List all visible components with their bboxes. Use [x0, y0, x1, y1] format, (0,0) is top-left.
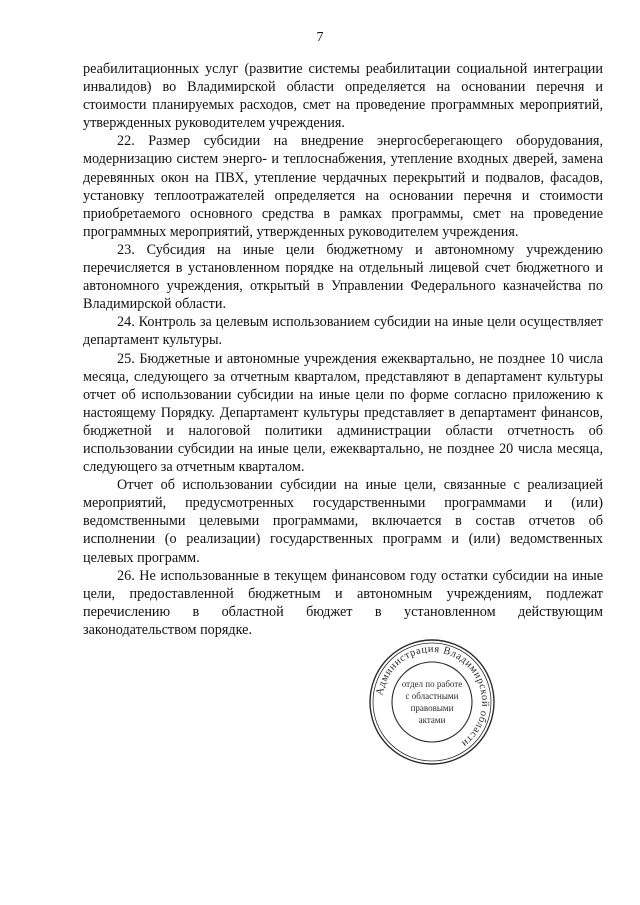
official-stamp	[368, 638, 496, 766]
paragraph-22: 22. Размер субсидии на внедрение энергосберегающего оборудования, модернизацию систем энерго- и теплоснабжения, утепление входных дверей, замена деревянных окон на ПВХ, утепление чердачных перекрытий и подвалов, фасадов, установку теплоотражателей определяется на основании перечня и стоимости приобретаемого основного средства в рамках программы, смет на проведение программных мероприятий, утвержденных руководителем учреждения.	[83, 133, 603, 240]
stamp-ring-text: Администрация Владимирской области	[374, 643, 491, 750]
paragraph-report: Отчет об использовании субсидии на иные цели, связанные с реализацией мероприятий, предусмотренных государственными программами и (или) ведомственными целевыми программами, включается в состав отчетов об исполнении (о реализации) государственных программ и (или) ведомственных целевых программ.	[83, 477, 603, 566]
stamp-line-4: актами	[418, 715, 446, 725]
stamp-seal-graphic	[368, 638, 496, 766]
stamp-line-3: правовыми	[410, 703, 454, 713]
stamp-line-1: отдел по работе	[401, 679, 463, 689]
paragraph-25: 25. Бюджетные и автономные учреждения ежеквартально, не позднее 10 числа месяца, следующего за отчетным кварталом, представляют в департамент культуры отчет об использовании субсидии на иные цели по форме согласно приложению к настоящему Порядку. Департамент культуры представляет в департамент финансов, бюджетной и налоговой политики администрации области отчетность об использовании субсидии на иные цели, ежеквартально, не позднее 20 числа месяца, следующего за отчетным кварталом.	[83, 350, 603, 476]
stamp-line-2: с областными	[405, 691, 459, 701]
page-number: 7	[316, 30, 324, 45]
paragraph-continuation: реабилитационных услуг (развитие системы реабилитации социальной интеграции инвалидов) во Владимирской области определяется на основании перечня и стоимости планируемых расходов, смет на проведение программных мероприятий, утвержденных руководителем учреждения.	[83, 61, 603, 132]
paragraph-26: 26. Не использованные в текущем финансовом году остатки субсидии на иные цели, предоставленной бюджетным и автономным учреждениям, подлежат перечислению в областной бюджет в установленном действующим законодательством порядке.	[83, 567, 603, 638]
document-body	[83, 60, 603, 639]
paragraph-23: 23. Субсидия на иные цели бюджетному и автономному учреждению перечисляется в установленном порядке на отдельный лицевой счет бюджетного и автономного учреждения, открытый в Управлении Федерального казначейства по Владимирской области.	[83, 241, 603, 313]
paragraph-24: 24. Контроль за целевым использованием субсидии на иные цели осуществляет департамент культуры.	[83, 314, 603, 349]
